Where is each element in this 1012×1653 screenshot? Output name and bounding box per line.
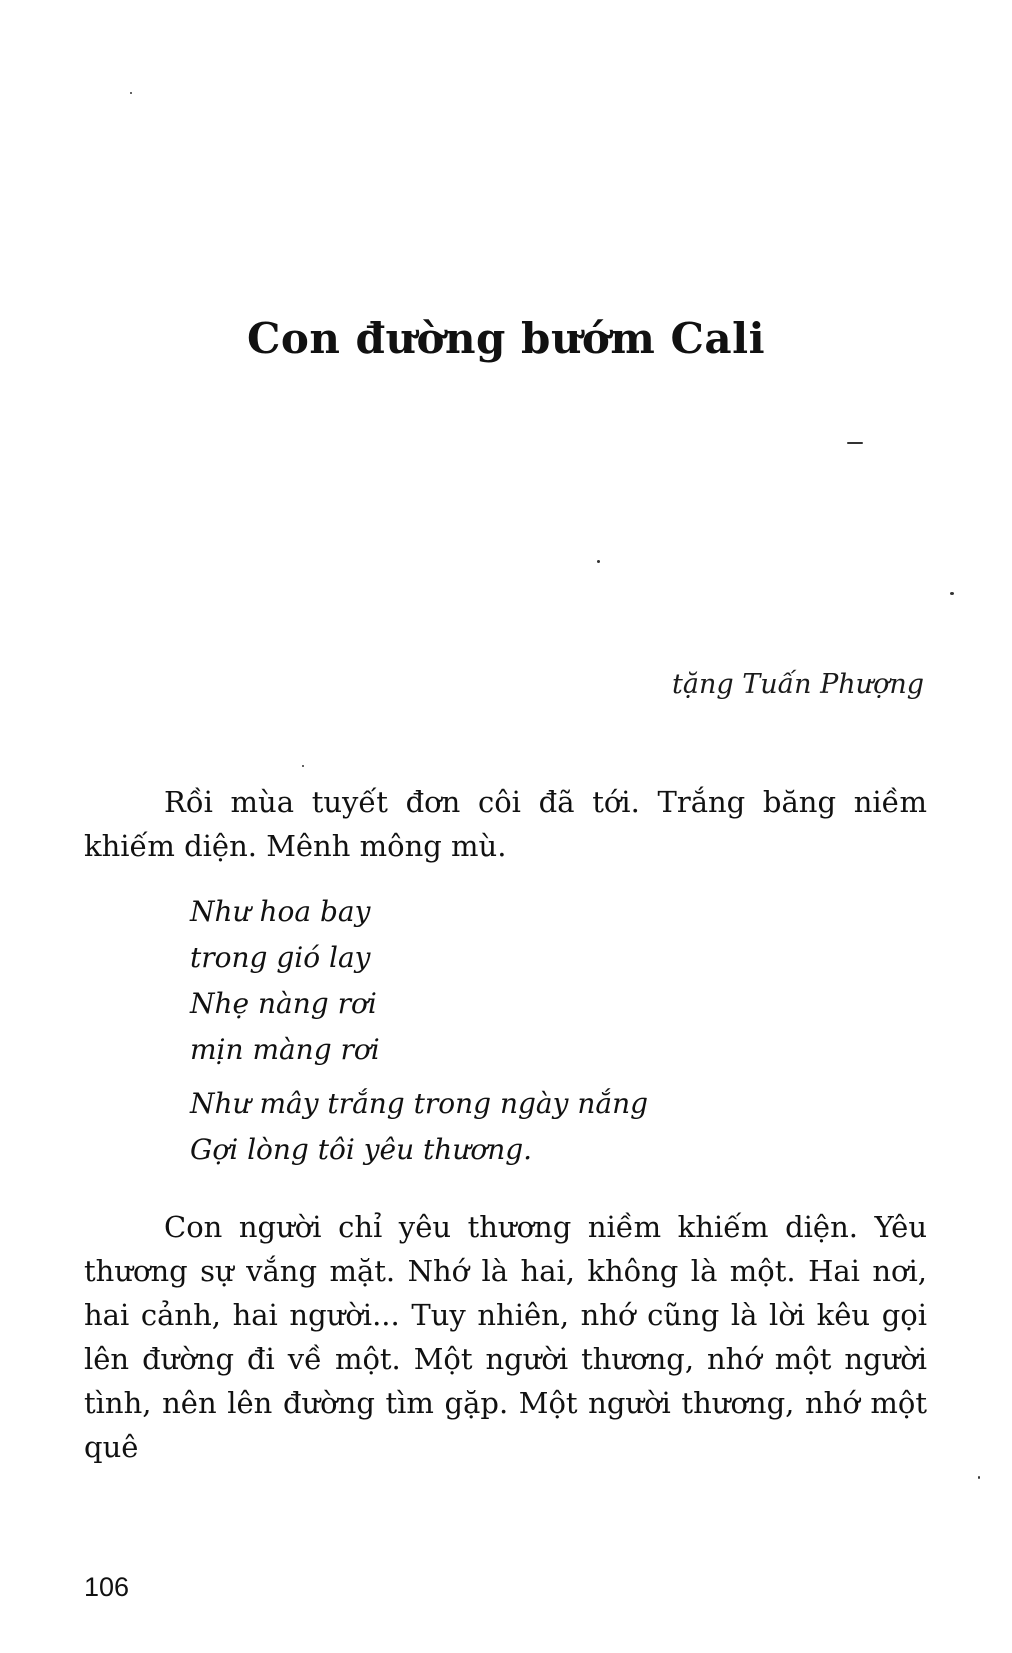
paragraph-opening: Rồi mùa tuyết đơn côi đã tới. Trắng băng niềm khiếm diện. Mênh mông mù. <box>84 785 927 863</box>
verse-line: Gợi lòng tôi yêu thương. <box>190 1133 533 1166</box>
scan-speck <box>847 442 863 444</box>
scan-speck <box>950 592 954 595</box>
verse-line: trong gió lay <box>190 941 371 974</box>
chapter-title: Con đường bướm Cali <box>246 314 766 364</box>
dedication: tặng Tuấn Phượng <box>672 669 924 700</box>
scan-speck <box>597 560 600 563</box>
page-number: 106 <box>84 1572 130 1602</box>
scan-speck <box>130 92 132 94</box>
scan-speck <box>978 1476 980 1479</box>
paragraph-body: Con người chỉ yêu thương niềm khiếm diện. Yêu thương sự vắng mặt. Nhớ là hai, không là một. Hai nơi, hai cảnh, hai người... Tuy nhiên, nhớ cũng là lời kêu gọi lên đường đi về một. Một người thương, nhớ một người tình, nên lên đường tìm gặp. Một người thương, nhớ một quê <box>84 1210 927 1464</box>
verse-line: Nhẹ nàng rơi <box>190 987 377 1020</box>
verse-stanza-1 <box>190 889 380 1073</box>
scan-speck <box>302 765 304 767</box>
verse-line: mịn màng rơi <box>190 1033 380 1066</box>
verse-stanza-2 <box>190 1081 648 1173</box>
verse-line: Như hoa bay <box>190 895 371 928</box>
verse-line: Như mây trắng trong ngày nắng <box>190 1087 649 1120</box>
